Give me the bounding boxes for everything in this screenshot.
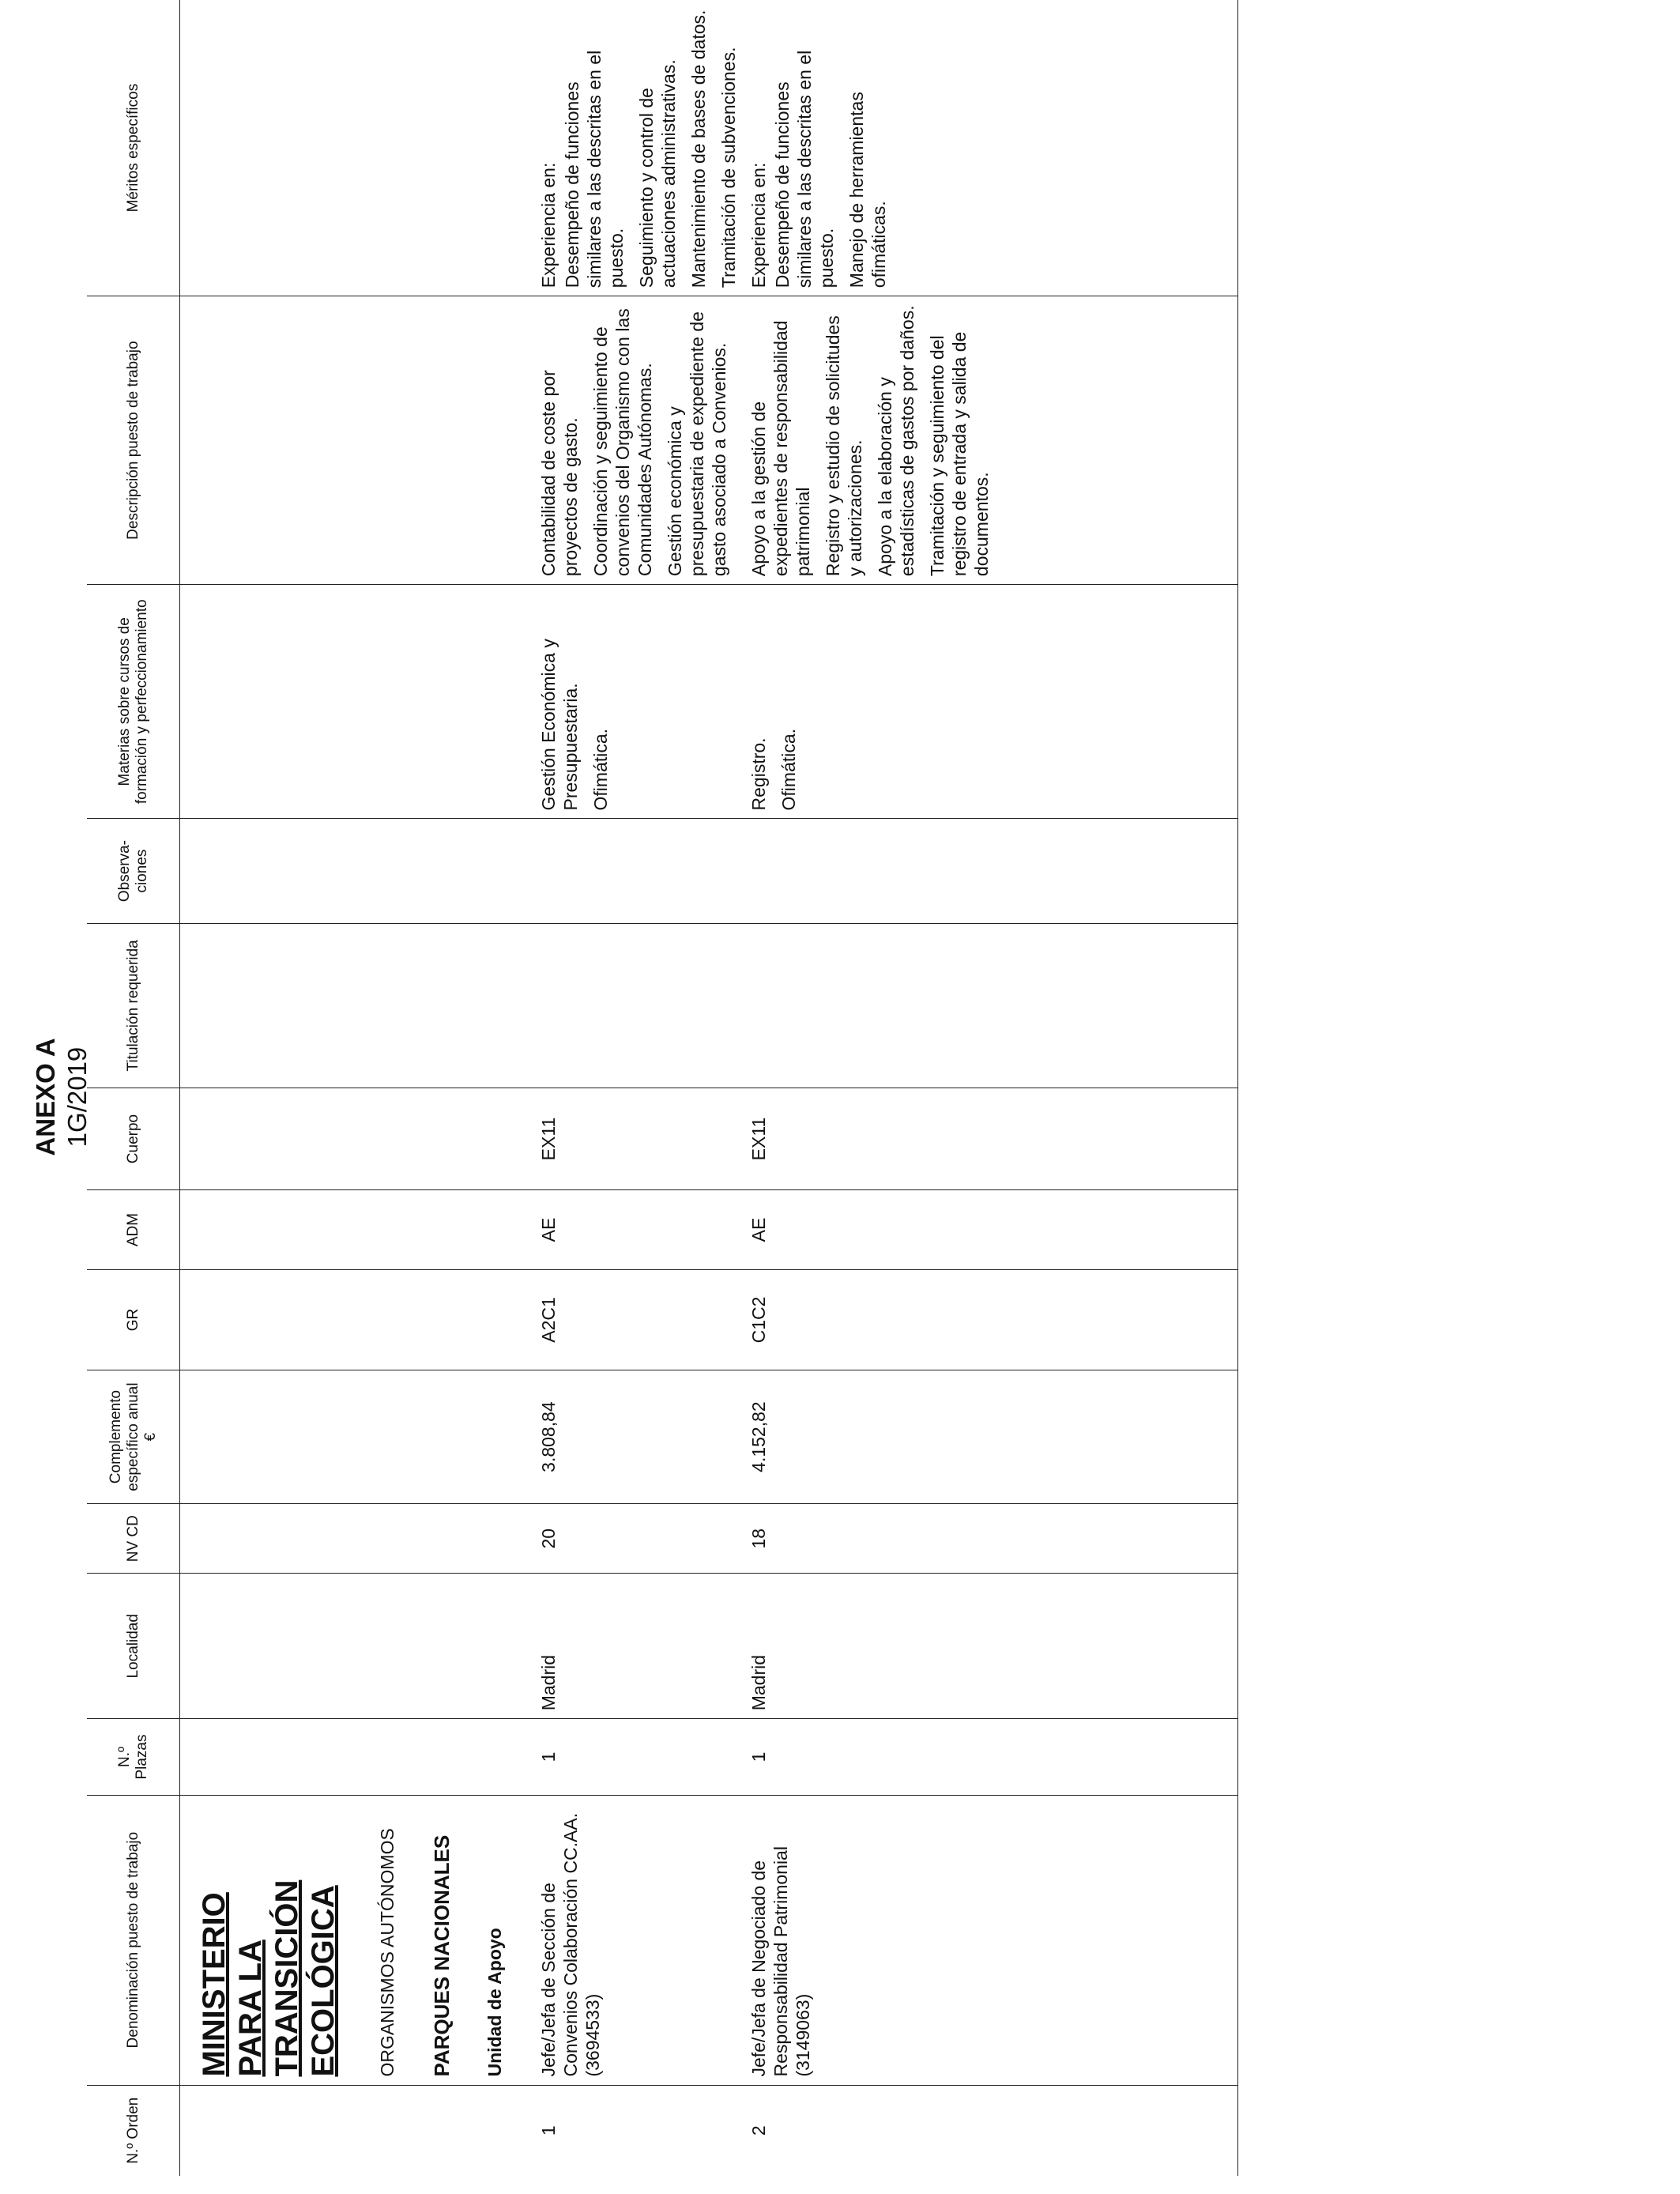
cell-observaciones (748, 819, 1238, 923)
table-row (537, 0, 748, 2176)
cell-nivel: 18 (748, 1504, 1238, 1574)
col-header-cuerpo: Cuerpo (87, 1088, 180, 1190)
col-header-meritos: Méritos específicos (87, 0, 180, 296)
list-item: Seguimiento y control de actuaciones administrativas. (636, 59, 679, 288)
list-item: Gestión económica y presupuestaria de expediente de gasto asociado a Convenios. (665, 311, 729, 577)
list-item: Desempeño de funciones similares a las descritas en el puesto. (562, 50, 627, 288)
list-item: Ofimática. (590, 728, 611, 811)
cell-descripcion (537, 296, 748, 585)
cell-cursos (537, 585, 748, 819)
cell-grupo: A2C1 (537, 1270, 748, 1370)
cell-nivel: 20 (537, 1504, 748, 1574)
list-item: Tramitación y seguimiento del registro de entrada y salida de documentos. (927, 331, 992, 577)
list-item: Coordinación y seguimiento de convenios del Organismo con las Comunidades Autónomas. (590, 308, 655, 577)
col-header-localidad: Localidad (87, 1574, 180, 1719)
cell-localidad: Madrid (748, 1574, 1238, 1719)
cell-complemento: 3.808,84 (537, 1370, 748, 1503)
positions-table (87, 0, 1238, 2176)
col-header-adm: ADM (87, 1189, 180, 1269)
list-item: Manejo de herramientas ofimáticas. (846, 92, 889, 288)
col-header-plazas: N.º Plazas (87, 1719, 180, 1795)
cell-cuerpo: EX11 (748, 1088, 1238, 1190)
cell-titulacion (537, 923, 748, 1088)
table-row (748, 0, 1238, 2176)
list-item: Ofimática. (778, 728, 799, 811)
parques-heading: PARQUES NACIONALES (430, 1834, 454, 2077)
cell-orden: 2 (748, 2085, 1238, 2176)
list-item: Mantenimiento de bases de datos. (688, 9, 709, 288)
unidad-heading: Unidad de Apoyo (484, 1928, 505, 2077)
col-header-nivel: NV CD (87, 1504, 180, 1574)
col-header-observaciones: Observa- ciones (87, 819, 180, 923)
col-header-titulacion: Titulación requerida (87, 923, 180, 1088)
list-item: Registro. (748, 737, 769, 811)
list-item: Experiencia en: (748, 162, 769, 288)
cell-localidad: Madrid (537, 1574, 748, 1719)
cell-denominacion: Jefe/Jefa de Negociado de Responsabilidad Patrimonial (3149063) (748, 1795, 1238, 2085)
col-header-orden: N.º Orden (87, 2085, 180, 2176)
section-header-cell (180, 1795, 538, 2085)
list-item: Apoyo a la elaboración y estadísticas de gastos por daños. (875, 305, 917, 577)
organismos-heading: ORGANISMOS AUTÓNOMOS (377, 1828, 397, 2077)
list-item: Registro y estudio de solicitudes y autorizaciones. (823, 315, 865, 577)
list-item: Gestión Económica y Presupuestaria. (538, 639, 581, 811)
list-item: Apoyo a la gestión de expedientes de responsabilidad patrimonial (748, 320, 813, 577)
section-header-row (180, 0, 538, 2176)
list-item: Experiencia en: (538, 162, 559, 288)
col-header-denominacion: Denominación puesto de trabajo (87, 1795, 180, 2085)
list-item: Contabilidad de coste por proyectos de gasto. (538, 370, 581, 577)
cell-cursos (748, 585, 1238, 819)
cell-grupo: C1C2 (748, 1270, 1238, 1370)
ministerio-heading: MINISTERIO PARA LA TRANSICIÓN ECOLÓGICA (197, 1879, 341, 2077)
cell-descripcion (748, 296, 1238, 585)
list-item: Tramitación de subvenciones. (718, 47, 739, 288)
col-header-cursos: Materias sobre cursos de formación y perfeccionamiento (87, 585, 180, 819)
page-subtitle: 1G/2019 (62, 1046, 92, 1148)
page-title: ANEXO A (31, 1038, 60, 1156)
cell-adm: AE (748, 1189, 1238, 1269)
cell-meritos (537, 0, 748, 296)
col-header-grupo: GR (87, 1270, 180, 1370)
cell-orden: 1 (538, 2125, 559, 2136)
list-item: Desempeño de funciones similares a las descritas en el puesto. (772, 50, 837, 288)
cell-cuerpo: EX11 (537, 1088, 748, 1190)
cell-adm: AE (537, 1189, 748, 1269)
title-block (30, 0, 93, 2194)
cell-observaciones (537, 819, 748, 923)
cell-denominacion: Jefe/Jefa de Sección de Convenios Colaboración CC.AA.(3694533) (537, 1795, 748, 2085)
cell-titulacion (748, 923, 1238, 1088)
cell-plazas: 1 (748, 1719, 1238, 1795)
col-header-descripcion: Descripción puesto de trabajo (87, 296, 180, 585)
col-header-complemento: Complemento específico anual € (87, 1370, 180, 1503)
table-header-row (87, 0, 180, 2176)
cell-plazas: 1 (537, 1719, 748, 1795)
cell-meritos (748, 0, 1238, 296)
cell-complemento: 4.152,82 (748, 1370, 1238, 1503)
